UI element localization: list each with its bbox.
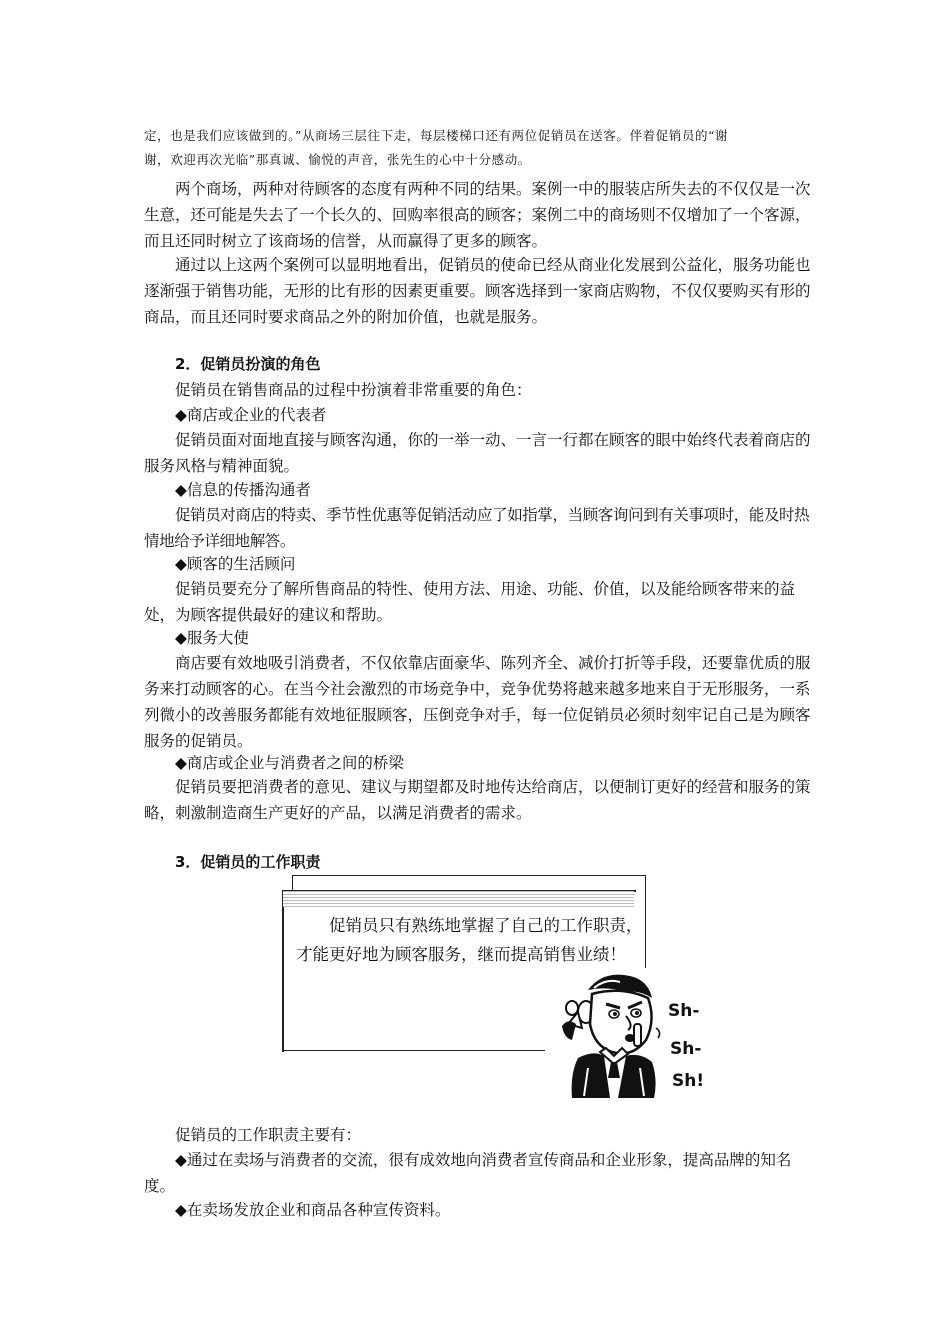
role-title-ambassador: ◆服务大使	[175, 629, 249, 647]
role-title-communicator: ◆信息的传播沟通者	[175, 481, 311, 499]
cartoon-text-3: Sh!	[672, 1071, 705, 1091]
role-text-bridge: 促销员要把消费者的意见、建议与期望都及时地传达给商店，以便制订更好的经营和服务的策略，刺激制造商生产更好的产品，以满足消费者的需求。	[144, 778, 811, 822]
role-title-bridge: ◆商店或企业与消费者之间的桥梁	[175, 754, 404, 772]
role-title-advisor: ◆顾客的生活顾问	[175, 555, 296, 573]
section-2-intro: 促销员在销售商品的过程中扮演着非常重要的角色：	[175, 381, 532, 399]
paragraph-result: 两个商场，两种对待顾客的态度有两种不同的结果。案例一中的服装店所失去的不仅仅是一次生意，还可能是失去了一个长久的、回购率很高的顾客；案例二中的商场则不仅增加了一个客源，而且还同时树立了该商场的信誉，从而赢得了更多的顾客。	[144, 180, 811, 250]
shushing-cartoon-illustration	[548, 968, 723, 1098]
cartoon-text-1: Sh-	[668, 1001, 700, 1021]
role-text-representative: 促销员面对面地直接与顾客沟通，你的一举一动、一言一行都在顾客的眼中始终代表着商店的服务风格与精神面貌。	[144, 431, 811, 475]
section-3-intro: 促销员的工作职责主要有：	[175, 1126, 362, 1144]
callout-shading	[283, 891, 634, 907]
top-line-2: 谢，欢迎再次光临”那真诚、愉悦的声音，张先生的心中十分感动。	[144, 152, 531, 167]
role-text-advisor: 促销员要充分了解所售商品的特性、使用方法、用途、功能、价值，以及能给顾客带来的益处，为顾客提供最好的建议和帮助。	[144, 580, 796, 624]
duty-item-2: ◆在卖场发放企业和商品各种宣传资料。	[175, 1201, 451, 1219]
callout-bottom-line	[283, 1050, 545, 1051]
duty-item-1: ◆通过在卖场与消费者的交流，很有成效地向消费者宣传商品和企业形象，提高品牌的知名度。	[144, 1151, 792, 1195]
top-line-1: 定，也是我们应该做到的。”从商场三层往下走，每层楼梯口还有两位促销员在送客。伴着促销员的“谢	[144, 128, 729, 143]
paragraph-mission: 通过以上这两个案例可以显明地看出，促销员的使命已经从商业化发展到公益化，服务功能也逐渐强于销售功能，无形的比有形的因素更重要。顾客选择到一家商店购物，不仅仅要购买有形的商品，而且还同时要求商品之外的附加价值，也就是服务。	[144, 256, 811, 326]
section-3-heading: 3．促销员的工作职责	[175, 853, 321, 871]
cartoon-text-2: Sh-	[670, 1039, 702, 1059]
role-title-representative: ◆商店或企业的代表者	[175, 406, 327, 424]
role-text-communicator: 促销员对商店的特卖、季节性优惠等促销活动应了如指掌，当顾客询问到有关事项时，能及时热情地给予详细地解答。	[144, 506, 810, 550]
role-text-ambassador: 商店要有效地吸引消费者，不仅依靠店面豪华、陈列齐全、减价打折等手段，还要靠优质的服务来打动顾客的心。在当今社会激烈的市场竞争中，竞争优势将越来越多地来自于无形服务，一系列微小的改善服务都能有效地征服顾客，压倒竞争对手，每一位促销员必须时刻牢记自己是为顾客服务的促销员。	[144, 654, 811, 750]
callout-text: 促销员只有熟练地掌握了自己的工作职责，才能更好地为顾客服务，继而提高销售业绩！	[296, 916, 643, 964]
section-2-heading: 2．促销员扮演的角色	[175, 355, 321, 373]
